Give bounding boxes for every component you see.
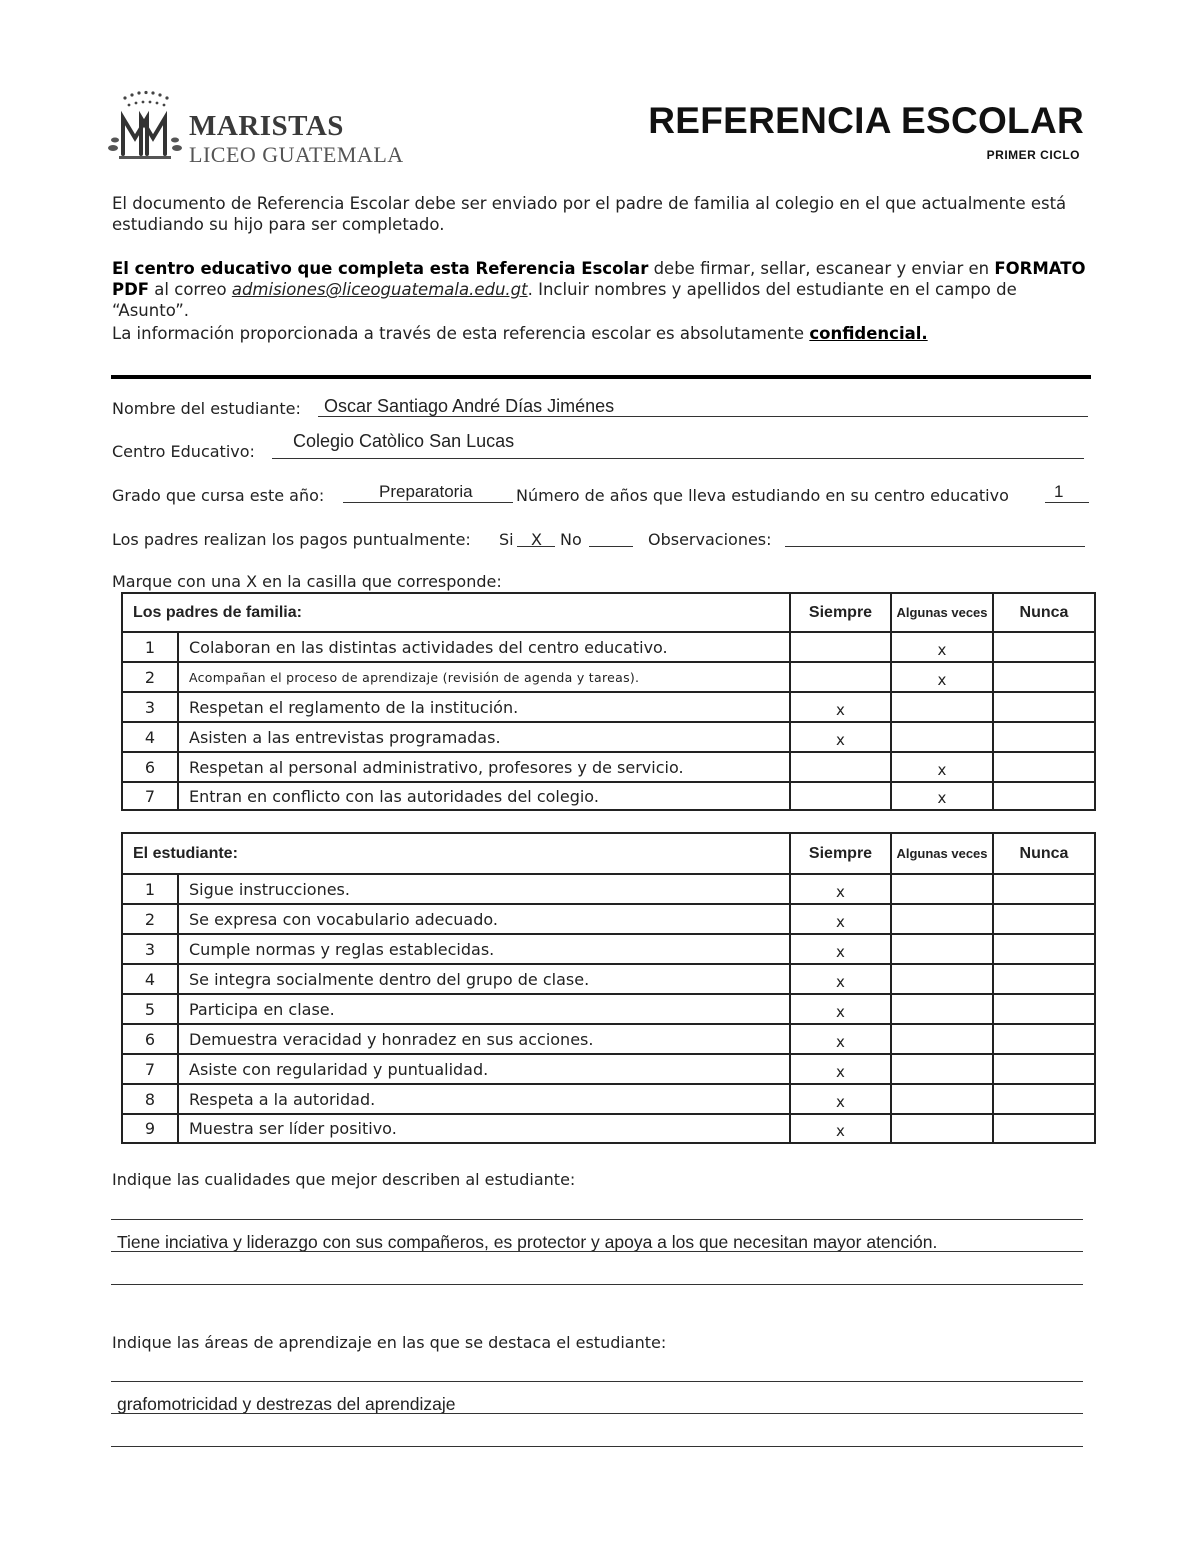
col-always: Siempre <box>790 593 891 632</box>
cell-always[interactable] <box>790 632 891 662</box>
row-number: 6 <box>122 752 178 782</box>
row-number: 5 <box>122 994 178 1024</box>
cell-always[interactable]: x <box>790 722 891 752</box>
cell-never[interactable] <box>993 692 1095 722</box>
qualities-line-2 <box>111 1251 1083 1252</box>
row-text: Se integra socialmente dentro del grupo de clase. <box>178 964 790 994</box>
table-row <box>122 874 1095 904</box>
student-name-label: Nombre del estudiante: <box>112 399 301 418</box>
maristas-logo-icon <box>105 88 185 168</box>
areas-value[interactable]: grafomotricidad y destrezas del aprendizaje <box>117 1394 456 1414</box>
no-line <box>589 546 633 547</box>
table-row <box>122 1084 1095 1114</box>
cell-always[interactable]: x <box>790 964 891 994</box>
cell-never[interactable] <box>993 934 1095 964</box>
areas-line-2 <box>111 1413 1083 1414</box>
intro-text-a: debe firmar, sellar, escanear y enviar en <box>648 259 995 278</box>
logo-subtitle: LICEO GUATEMALA <box>189 142 404 167</box>
cell-never[interactable] <box>993 964 1095 994</box>
cell-sometimes[interactable] <box>891 1024 993 1054</box>
cell-never[interactable] <box>993 1114 1095 1143</box>
cell-sometimes[interactable] <box>891 904 993 934</box>
qualities-value[interactable]: Tiene inciativa y liderazgo con sus compañeros, es protector y apoya a los que necesitan mayor atención. <box>117 1232 938 1252</box>
areas-line-1 <box>111 1381 1083 1382</box>
row-text: Acompañan el proceso de aprendizaje (revisión de agenda y tareas). <box>178 662 790 692</box>
cell-never[interactable] <box>993 1054 1095 1084</box>
cell-never[interactable] <box>993 1084 1095 1114</box>
row-number: 9 <box>122 1114 178 1143</box>
row-text: Muestra ser líder positivo. <box>178 1114 790 1143</box>
row-number: 7 <box>122 1054 178 1084</box>
section-divider <box>111 375 1091 379</box>
row-number: 6 <box>122 1024 178 1054</box>
student-table-title: El estudiante: <box>122 833 790 874</box>
cell-never[interactable] <box>993 904 1095 934</box>
qualities-label: Indique las cualidades que mejor describen al estudiante: <box>112 1170 576 1189</box>
no-label: No <box>560 530 582 549</box>
row-text: Respeta a la autoridad. <box>178 1084 790 1114</box>
intro-bold-1: El centro educativo que completa esta Referencia Escolar <box>112 259 649 278</box>
row-text: Se expresa con vocabulario adecuado. <box>178 904 790 934</box>
intro-bold-2: FORMATO PDF <box>112 259 1086 299</box>
row-number: 7 <box>122 782 178 810</box>
cell-sometimes[interactable] <box>891 964 993 994</box>
table-row <box>122 722 1095 752</box>
cell-always[interactable]: x <box>790 874 891 904</box>
cell-always[interactable]: x <box>790 692 891 722</box>
row-text: Entran en conflicto con las autoridades del colegio. <box>178 782 790 810</box>
table-row <box>122 1054 1095 1084</box>
table-row <box>122 752 1095 782</box>
qualities-line-1 <box>111 1219 1083 1220</box>
cell-never[interactable] <box>993 782 1095 810</box>
yes-label: Si <box>499 530 514 549</box>
parents-table-title: Los padres de familia: <box>122 593 790 632</box>
cell-never[interactable] <box>993 752 1095 782</box>
row-number: 4 <box>122 964 178 994</box>
row-text: Respetan al personal administrativo, profesores y de servicio. <box>178 752 790 782</box>
cell-sometimes[interactable] <box>891 994 993 1024</box>
student-table <box>121 832 1096 1144</box>
col-always: Siempre <box>790 833 891 874</box>
cell-never[interactable] <box>993 662 1095 692</box>
parents-table <box>121 592 1096 811</box>
table-row <box>122 904 1095 934</box>
cell-always[interactable]: x <box>790 994 891 1024</box>
row-text: Participa en clase. <box>178 994 790 1024</box>
years-label: Número de años que lleva estudiando en su centro educativo <box>516 486 1009 505</box>
row-number: 1 <box>122 632 178 662</box>
grade-line <box>343 502 513 503</box>
table-row <box>122 1114 1095 1143</box>
cell-sometimes[interactable]: x <box>891 662 993 692</box>
table-row <box>122 934 1095 964</box>
cell-always[interactable] <box>790 782 891 810</box>
row-number: 1 <box>122 874 178 904</box>
cell-sometimes[interactable]: x <box>891 752 993 782</box>
row-text: Asisten a las entrevistas programadas. <box>178 722 790 752</box>
cell-always[interactable]: x <box>790 904 891 934</box>
cell-never[interactable] <box>993 632 1095 662</box>
school-label: Centro Educativo: <box>112 442 255 461</box>
instruction-text: Marque con una X en la casilla que corresponde: <box>112 572 502 591</box>
cell-always[interactable]: x <box>790 934 891 964</box>
cell-always[interactable]: x <box>790 1114 891 1143</box>
cell-sometimes[interactable] <box>891 874 993 904</box>
cell-sometimes[interactable] <box>891 722 993 752</box>
row-text: Asiste con regularidad y puntualidad. <box>178 1054 790 1084</box>
cell-always[interactable]: x <box>790 1054 891 1084</box>
row-number: 3 <box>122 692 178 722</box>
table-row <box>122 692 1095 722</box>
areas-line-3 <box>111 1446 1083 1447</box>
student-table-header <box>122 833 1095 874</box>
grade-label: Grado que cursa este año: <box>112 486 325 505</box>
years-line <box>1045 502 1089 503</box>
cell-always[interactable]: x <box>790 1084 891 1114</box>
payments-label: Los padres realizan los pagos puntualmente: <box>112 530 471 549</box>
page-subtitle: PRIMER CICLO <box>986 148 1080 162</box>
table-row <box>122 1024 1095 1054</box>
yes-value[interactable]: X <box>531 530 542 549</box>
cell-never[interactable] <box>993 994 1095 1024</box>
intro-text-c: . Incluir nombres y apellidos del estudiante en el campo de “Asunto”. <box>112 280 1017 320</box>
intro-text-b: al correo <box>149 280 232 299</box>
observations-label: Observaciones: <box>648 530 772 549</box>
table-row <box>122 782 1095 810</box>
col-sometimes: Algunas veces <box>891 593 993 632</box>
logo <box>105 88 405 168</box>
intro-paragraph-2 <box>112 258 1097 321</box>
cell-never[interactable] <box>993 722 1095 752</box>
cell-sometimes[interactable] <box>891 692 993 722</box>
areas-label: Indique las áreas de aprendizaje en las que se destaca el estudiante: <box>112 1333 667 1352</box>
cell-always[interactable] <box>790 752 891 782</box>
cell-always[interactable]: x <box>790 1024 891 1054</box>
cell-sometimes[interactable]: x <box>891 632 993 662</box>
cell-never[interactable] <box>993 1024 1095 1054</box>
row-number: 3 <box>122 934 178 964</box>
observations-line <box>785 546 1085 547</box>
school-value[interactable]: Colegio Catòlico San Lucas <box>293 431 515 451</box>
row-number: 2 <box>122 904 178 934</box>
confidential-label: confidencial. <box>809 324 928 343</box>
school-line <box>272 458 1084 459</box>
row-number: 8 <box>122 1084 178 1114</box>
intro-text-d: La información proporcionada a través de esta referencia escolar es absolutamente <box>112 324 810 343</box>
cell-sometimes[interactable] <box>891 1054 993 1084</box>
col-sometimes: Algunas veces <box>891 833 993 874</box>
cell-sometimes[interactable]: x <box>891 782 993 810</box>
cell-always[interactable] <box>790 662 891 692</box>
email-link[interactable]: admisiones@liceoguatemala.edu.gt <box>231 280 528 299</box>
table-row <box>122 662 1095 692</box>
cell-sometimes[interactable] <box>891 934 993 964</box>
row-number: 2 <box>122 662 178 692</box>
row-number: 4 <box>122 722 178 752</box>
parents-table-header <box>122 593 1095 632</box>
cell-never[interactable] <box>993 874 1095 904</box>
page-title: REFERENCIA ESCOLAR <box>648 100 1084 141</box>
logo-name: MARISTAS <box>189 110 344 142</box>
table-row <box>122 964 1095 994</box>
qualities-line-3 <box>111 1284 1083 1285</box>
col-never: Nunca <box>993 833 1095 874</box>
table-row <box>122 994 1095 1024</box>
grade-value[interactable]: Preparatoria <box>379 482 473 501</box>
row-text: Cumple normas y reglas establecidas. <box>178 934 790 964</box>
intro-paragraph-3 <box>112 323 1092 344</box>
table-row <box>122 632 1095 662</box>
student-name-value[interactable]: Oscar Santiago André Días Jiménes <box>324 396 615 416</box>
row-text: Demuestra veracidad y honradez en sus acciones. <box>178 1024 790 1054</box>
col-never: Nunca <box>993 593 1095 632</box>
row-text: Respetan el reglamento de la institución. <box>178 692 790 722</box>
cell-sometimes[interactable] <box>891 1114 993 1143</box>
row-text: Sigue instrucciones. <box>178 874 790 904</box>
intro-paragraph-1: El documento de Referencia Escolar debe ser enviado por el padre de familia al colegio en el que actualmente está estudiando su hijo para ser completado. <box>112 194 1067 234</box>
row-text: Colaboran en las distintas actividades del centro educativo. <box>178 632 790 662</box>
years-value[interactable]: 1 <box>1054 482 1064 501</box>
cell-sometimes[interactable] <box>891 1084 993 1114</box>
